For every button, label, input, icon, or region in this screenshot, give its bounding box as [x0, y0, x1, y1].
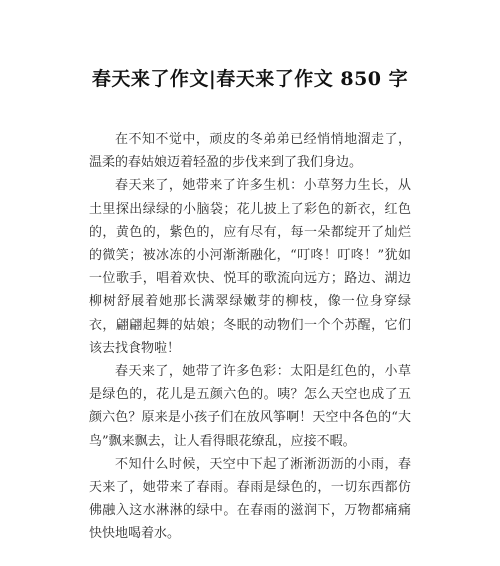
paragraph: 不知什么时候，天空中下起了淅淅沥沥的小雨，春天来了，她带来了春雨。春雨是绿色的，一切东西都仿佛融入这水淋淋的绿中。在春雨的滋润下，万物都痛痛快快地喝着水。 [89, 456, 411, 542]
article-body [89, 128, 411, 546]
article-title: 春天来了作文|春天来了作文 850 字 [91, 68, 409, 90]
paragraph: 春天来了，她带来了许多生机：小草努力生长，从土里探出绿绿的小脑袋；花儿披上了彩色的新衣，红色的，黄色的，紫色的，应有尽有，每一朵都绽开了灿烂的微笑；被冰冻的小河渐渐融化，“叮咚！叮咚！”犹如一位歌手，唱着欢快、悦耳的歌流向远方；路边、湖边柳树舒展着她那长满翠绿嫩芽的柳枝，像一位身穿绿衣，翩翩起舞的姑娘；冬眠的动物们一个个苏醒，它们该去找食物啦！ [89, 178, 411, 356]
paragraph: 春天来了，她带了许多色彩：太阳是红色的，小草是绿色的，花儿是五颜六色的。咦？怎么天空也成了五颜六色？原来是小孩子们在放风筝啊！天空中各色的“大鸟”飘来飘去，让人看得眼花缭乱，应接不暇。 [89, 364, 411, 449]
paragraph: 在不知不觉中，顽皮的冬弟弟已经悄悄地溜走了，温柔的春姑娘迈着轻盈的步伐来到了我们身边。 [89, 132, 411, 171]
